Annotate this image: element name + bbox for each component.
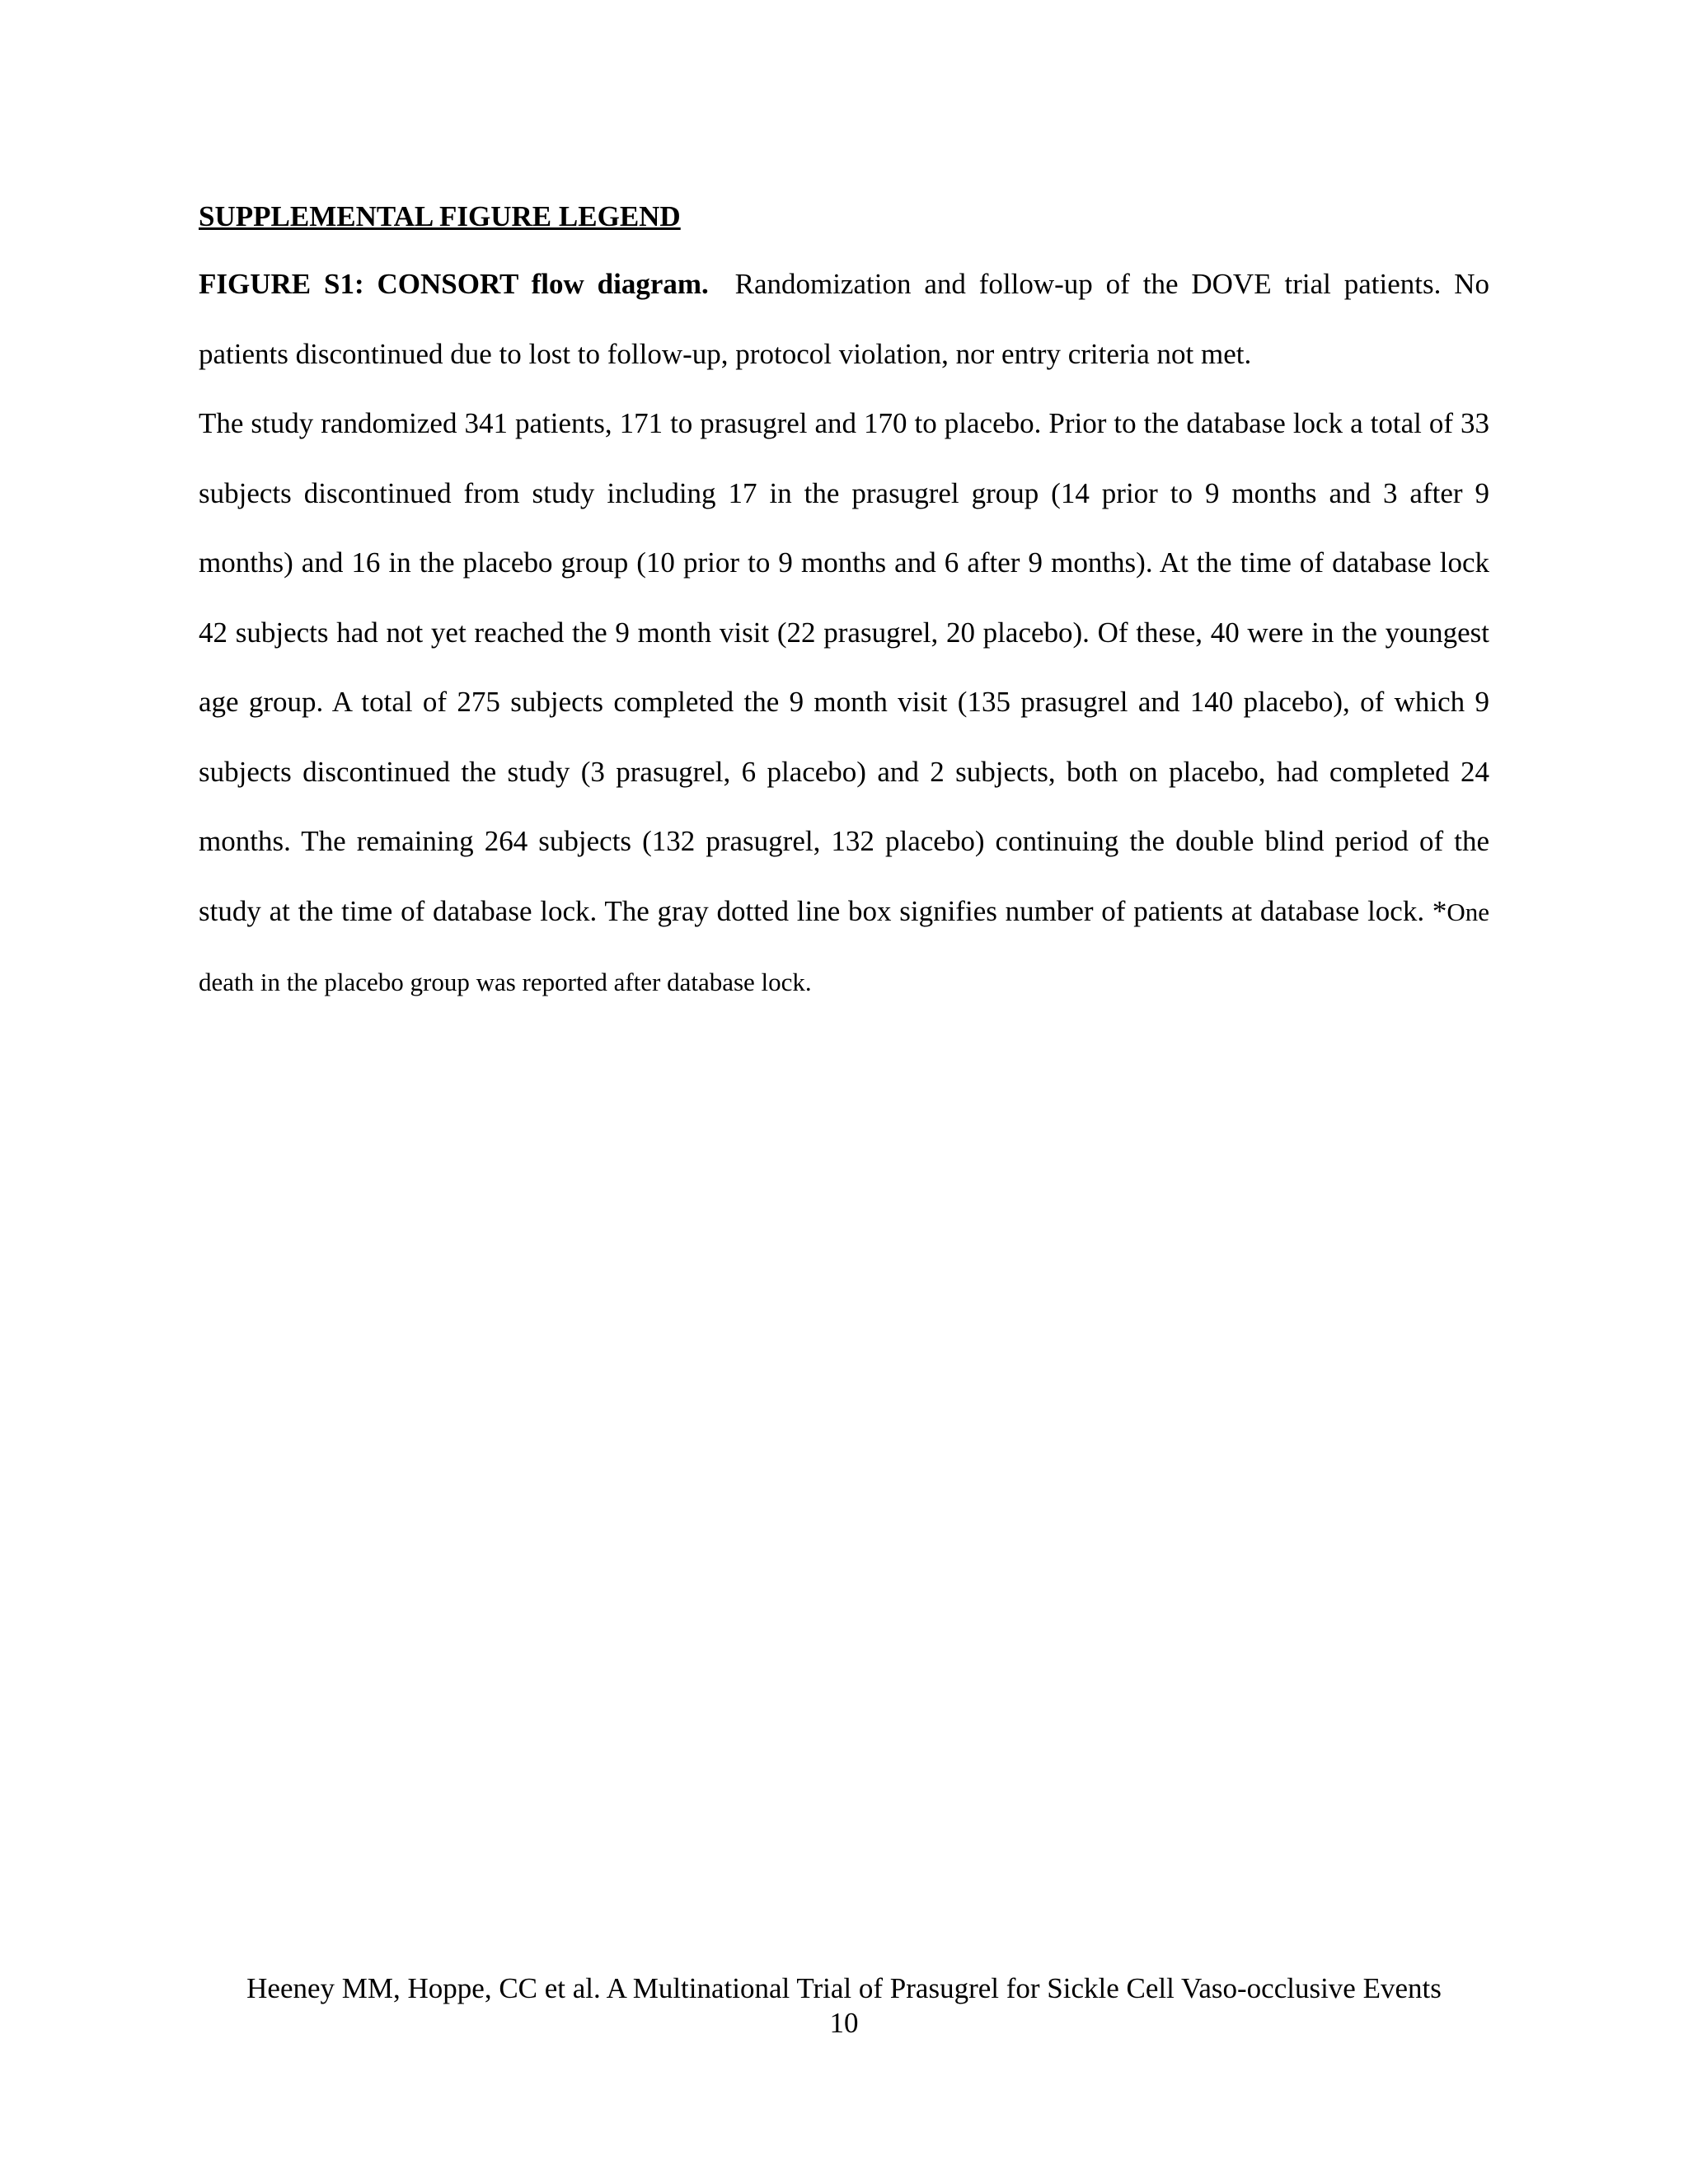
page-number: 10 [829,2007,859,2039]
figure-legend-note: One death in the placebo group was reported after database lock. [199,897,1489,996]
main-content [199,194,1489,1018]
figure-label: FIGURE S1: CONSORT flow diagram. [199,268,709,300]
figure-legend-paragraph-1 [199,250,1489,389]
figure-legend-text-1: Randomization and follow-up of the DOVE trial patients. No patients discontinued due to lost to follow-up, protocol violation, nor entry criteria not met. [199,268,1489,370]
figure-legend-paragraph-2 [199,389,1489,1018]
section-heading: SUPPLEMENTAL FIGURE LEGEND [199,200,681,232]
footer-citation: Heeney MM, Hoppe, CC et al. A Multinational Trial of Prasugrel for Sickle Cell Vaso-occlusive Events [246,1972,1442,2004]
page-footer [0,1971,1688,2041]
figure-legend-text-2: The study randomized 341 patients, 171 to prasugrel and 170 to placebo. Prior to the database lock a total of 33 subjects discontinued from study including 17 in the prasugrel group (14 prior to 9 months and 3 after 9 months) and 16 in the placebo group (10 prior to 9 months and 6 after 9 months). At the time of database lock 42 subjects had not yet reached the 9 month visit (22 prasugrel, 20 placebo). Of these, 40 were in the youngest age group. A total of 275 subjects completed the 9 month visit (135 prasugrel and 140 placebo), of which 9 subjects discontinued the study (3 prasugrel, 6 placebo) and 2 subjects, both on placebo, had completed 24 months. The remaining 264 subjects (132 prasugrel, 132 placebo) continuing the double blind period of the study at the time of database lock. The gray dotted line box signifies number of patients at database lock. * [199,407,1489,927]
